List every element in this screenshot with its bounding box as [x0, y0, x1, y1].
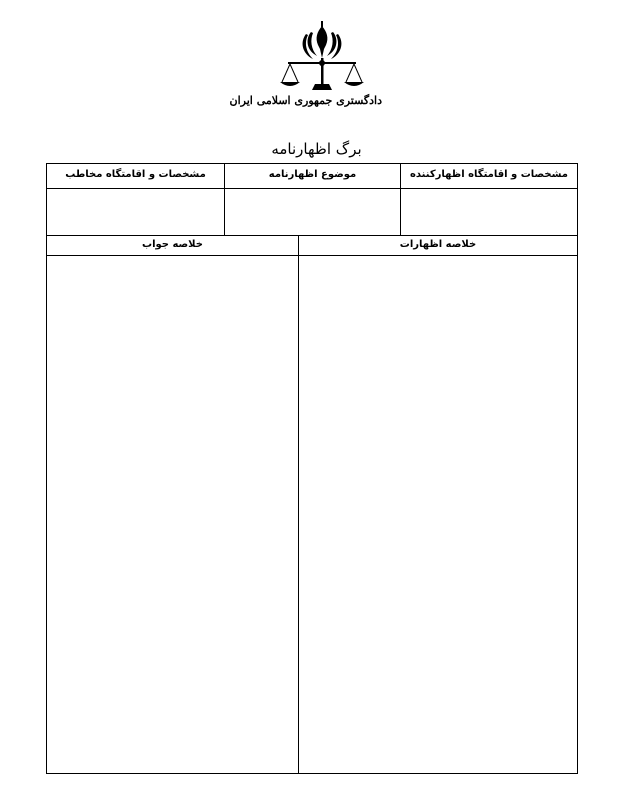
- declarant-header: مشخصات و اقامتگاه اظهارکننده: [410, 169, 568, 180]
- declarant-field[interactable]: [401, 189, 577, 235]
- table-bottom-border: [46, 773, 578, 774]
- scales-of-justice-icon: [262, 18, 382, 96]
- addressee-header: مشخصات و اقامتگاه مخاطب: [65, 169, 206, 180]
- emblem-caption: دادگستری جمهوری اسلامی ایران: [229, 94, 382, 107]
- form-title: برگ اظهارنامه: [271, 140, 362, 158]
- iran-emblem-icon: [303, 21, 342, 59]
- answer-summary-header: خلاصه جواب: [142, 239, 203, 250]
- statements-summary-field[interactable]: [299, 256, 577, 773]
- subject-field[interactable]: [225, 189, 400, 235]
- addressee-field[interactable]: [47, 189, 224, 235]
- judiciary-emblem: [229, 18, 382, 114]
- statements-summary-header: خلاصه اظهارات: [399, 239, 477, 250]
- answer-summary-field[interactable]: [47, 256, 298, 773]
- table-right-border: [577, 163, 578, 774]
- subject-header: موضوع اظهارنامه: [268, 169, 357, 180]
